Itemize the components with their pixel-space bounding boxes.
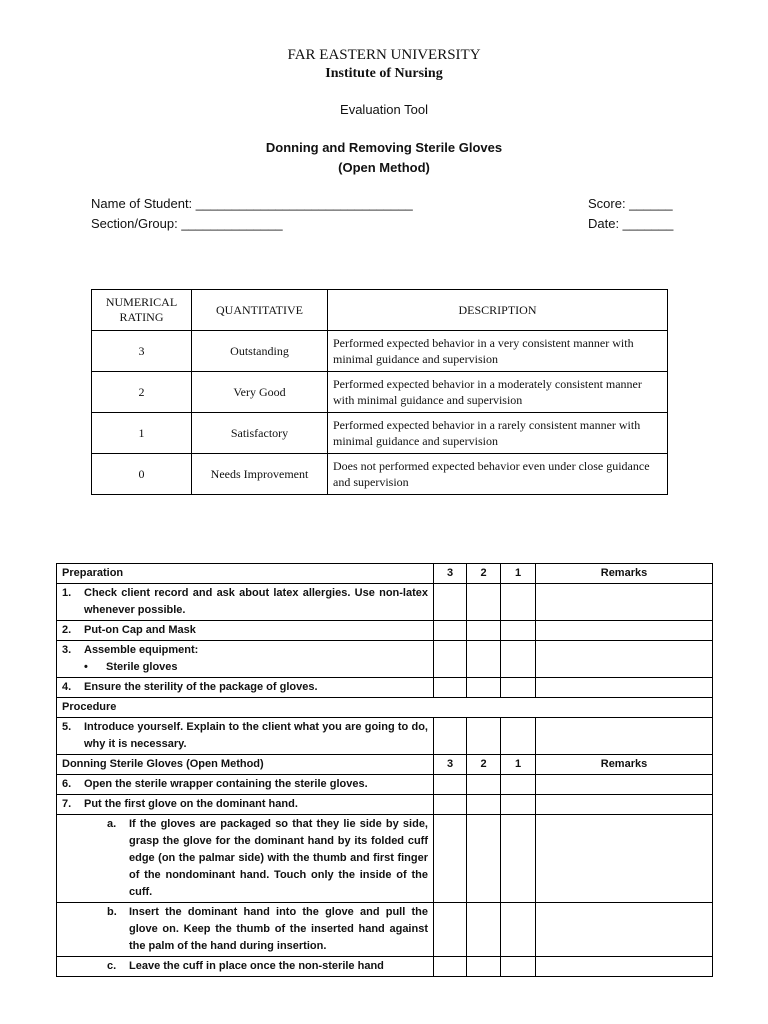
section-procedure: Procedure bbox=[57, 698, 713, 718]
numerical-rating-header: NUMERICAL RATING bbox=[92, 290, 192, 331]
section-header-row bbox=[57, 564, 713, 584]
table-row bbox=[57, 678, 713, 698]
remarks-cell[interactable] bbox=[536, 584, 713, 621]
document-subtitle: (Open Method) bbox=[338, 160, 430, 175]
document-title: Donning and Removing Sterile Gloves bbox=[265, 140, 503, 155]
substep-text: Leave the cuff in place once the non-sterile hand bbox=[129, 960, 384, 972]
quantitative-header: QUANTITATIVE bbox=[192, 290, 328, 331]
score-cell-3[interactable] bbox=[434, 678, 467, 698]
rating-scale-table bbox=[91, 289, 668, 495]
bullet-icon: • bbox=[84, 661, 88, 673]
score-cell-3[interactable] bbox=[434, 584, 467, 621]
rating-value: 0 bbox=[92, 454, 192, 495]
rating-row bbox=[92, 372, 668, 413]
remarks-col: Remarks bbox=[536, 564, 713, 584]
section-header-row bbox=[57, 755, 713, 775]
score-cell-1[interactable] bbox=[501, 641, 536, 678]
score-cell-1[interactable] bbox=[501, 621, 536, 641]
step-text: Put-on Cap and Mask bbox=[84, 624, 196, 636]
remarks-col: Remarks bbox=[536, 755, 713, 775]
section-donning: Donning Sterile Gloves (Open Method) bbox=[57, 755, 434, 775]
step-text: Assemble equipment: bbox=[84, 644, 199, 656]
institute-name: Institute of Nursing bbox=[325, 66, 443, 81]
score-col-2: 2 bbox=[467, 564, 501, 584]
substep-letter: a. bbox=[107, 818, 117, 830]
rating-description: Performed expected behavior in a rarely consistent manner with minimal guidance and supervision bbox=[328, 413, 668, 454]
step-cell bbox=[57, 903, 434, 957]
rating-row bbox=[92, 454, 668, 495]
rating-label: Very Good bbox=[192, 372, 328, 413]
score-cell-1[interactable] bbox=[501, 718, 536, 755]
bullet-text: Sterile gloves bbox=[106, 661, 178, 673]
score-cell-2[interactable] bbox=[467, 584, 501, 621]
step-text: Open the sterile wrapper containing the sterile gloves. bbox=[84, 778, 368, 790]
rating-description: Performed expected behavior in a very consistent manner with minimal guidance and supervision bbox=[328, 331, 668, 372]
remarks-cell[interactable] bbox=[536, 718, 713, 755]
date-field[interactable]: Date: _______ bbox=[588, 216, 674, 231]
score-cell-2[interactable] bbox=[467, 718, 501, 755]
score-col-3: 3 bbox=[434, 564, 467, 584]
remarks-cell[interactable] bbox=[536, 678, 713, 698]
score-cell-3[interactable] bbox=[434, 641, 467, 678]
table-row bbox=[57, 775, 713, 795]
score-cell-3[interactable] bbox=[434, 795, 467, 815]
procedure-checklist-table bbox=[56, 563, 713, 977]
substep-text: If the gloves are packaged so that they lie side by side, grasp the glove for the dominant hand by its folded cuff edge (on the palmar side) with the thumb and first finger of the nondominant hand. Touch only the inside of the cuff. bbox=[129, 818, 428, 898]
step-number: 6. bbox=[62, 778, 72, 790]
step-cell bbox=[57, 641, 434, 678]
step-cell bbox=[57, 584, 434, 621]
remarks-cell[interactable] bbox=[536, 795, 713, 815]
table-row bbox=[57, 718, 713, 755]
table-row bbox=[57, 903, 713, 957]
score-field[interactable]: Score: ______ bbox=[588, 196, 673, 211]
score-cell-3[interactable] bbox=[434, 903, 467, 957]
score-cell-1[interactable] bbox=[501, 795, 536, 815]
rating-row bbox=[92, 413, 668, 454]
step-cell bbox=[57, 815, 434, 903]
step-cell bbox=[57, 775, 434, 795]
substep-letter: c. bbox=[107, 960, 117, 972]
score-cell-2[interactable] bbox=[467, 678, 501, 698]
rating-description: Performed expected behavior in a moderately consistent manner with minimal guidance and supervision bbox=[328, 372, 668, 413]
university-name: FAR EASTERN UNIVERSITY bbox=[287, 47, 481, 63]
score-cell-2[interactable] bbox=[467, 775, 501, 795]
rating-description: Does not performed expected behavior even under close guidance and supervision bbox=[328, 454, 668, 495]
step-number: 1. bbox=[62, 587, 72, 599]
score-cell-3[interactable] bbox=[434, 775, 467, 795]
table-row bbox=[57, 621, 713, 641]
rating-label: Needs Improvement bbox=[192, 454, 328, 495]
step-cell bbox=[57, 957, 434, 977]
score-cell-2[interactable] bbox=[467, 641, 501, 678]
score-cell-2[interactable] bbox=[467, 795, 501, 815]
remarks-cell[interactable] bbox=[536, 775, 713, 795]
rating-value: 1 bbox=[92, 413, 192, 454]
score-col-1: 1 bbox=[501, 755, 536, 775]
score-cell-2[interactable] bbox=[467, 621, 501, 641]
step-number: 4. bbox=[62, 681, 72, 693]
remarks-cell[interactable] bbox=[536, 641, 713, 678]
score-col-3: 3 bbox=[434, 755, 467, 775]
score-cell-1[interactable] bbox=[501, 775, 536, 795]
step-text: Put the first glove on the dominant hand. bbox=[84, 798, 298, 810]
step-number: 7. bbox=[62, 798, 72, 810]
score-cell-1[interactable] bbox=[501, 957, 536, 977]
rating-row bbox=[92, 331, 668, 372]
remarks-cell[interactable] bbox=[536, 957, 713, 977]
step-number: 2. bbox=[62, 624, 72, 636]
score-col-2: 2 bbox=[467, 755, 501, 775]
score-cell-1[interactable] bbox=[501, 678, 536, 698]
rating-value: 3 bbox=[92, 331, 192, 372]
score-cell-3[interactable] bbox=[434, 621, 467, 641]
table-row bbox=[57, 795, 713, 815]
section-preparation: Preparation bbox=[57, 564, 434, 584]
step-number: 5. bbox=[62, 721, 72, 733]
rating-label: Satisfactory bbox=[192, 413, 328, 454]
step-text: Check client record and ask about latex allergies. Use non-latex whenever possible. bbox=[84, 587, 428, 616]
step-cell bbox=[57, 795, 434, 815]
substep-text: Insert the dominant hand into the glove and pull the glove on. Keep the thumb of the inserted hand against the palm of the hand during insertion. bbox=[129, 906, 428, 952]
remarks-cell[interactable] bbox=[536, 621, 713, 641]
rating-value: 2 bbox=[92, 372, 192, 413]
rating-label: Outstanding bbox=[192, 331, 328, 372]
table-row bbox=[57, 584, 713, 621]
step-number: 3. bbox=[62, 644, 72, 656]
table-row bbox=[57, 641, 713, 678]
score-cell-1[interactable] bbox=[501, 815, 536, 903]
remarks-cell[interactable] bbox=[536, 903, 713, 957]
table-row bbox=[57, 957, 713, 977]
step-text: Ensure the sterility of the package of gloves. bbox=[84, 681, 318, 693]
rating-header-row bbox=[92, 290, 668, 331]
document-type: Evaluation Tool bbox=[340, 102, 428, 117]
score-cell-2[interactable] bbox=[467, 903, 501, 957]
student-name-field[interactable]: Name of Student: ______________________________ bbox=[91, 196, 413, 211]
score-cell-3[interactable] bbox=[434, 718, 467, 755]
step-cell bbox=[57, 718, 434, 755]
step-cell bbox=[57, 621, 434, 641]
step-text: Introduce yourself. Explain to the client what you are going to do, why it is necessary. bbox=[84, 721, 428, 750]
score-cell-1[interactable] bbox=[501, 584, 536, 621]
table-row bbox=[57, 815, 713, 903]
description-header: DESCRIPTION bbox=[328, 290, 668, 331]
section-group-field[interactable]: Section/Group: ______________ bbox=[91, 216, 283, 231]
section-header-row bbox=[57, 698, 713, 718]
score-cell-3[interactable] bbox=[434, 815, 467, 903]
score-cell-2[interactable] bbox=[467, 815, 501, 903]
step-cell bbox=[57, 678, 434, 698]
score-col-1: 1 bbox=[501, 564, 536, 584]
score-cell-3[interactable] bbox=[434, 957, 467, 977]
score-cell-2[interactable] bbox=[467, 957, 501, 977]
score-cell-1[interactable] bbox=[501, 903, 536, 957]
substep-letter: b. bbox=[107, 906, 117, 918]
remarks-cell[interactable] bbox=[536, 815, 713, 903]
